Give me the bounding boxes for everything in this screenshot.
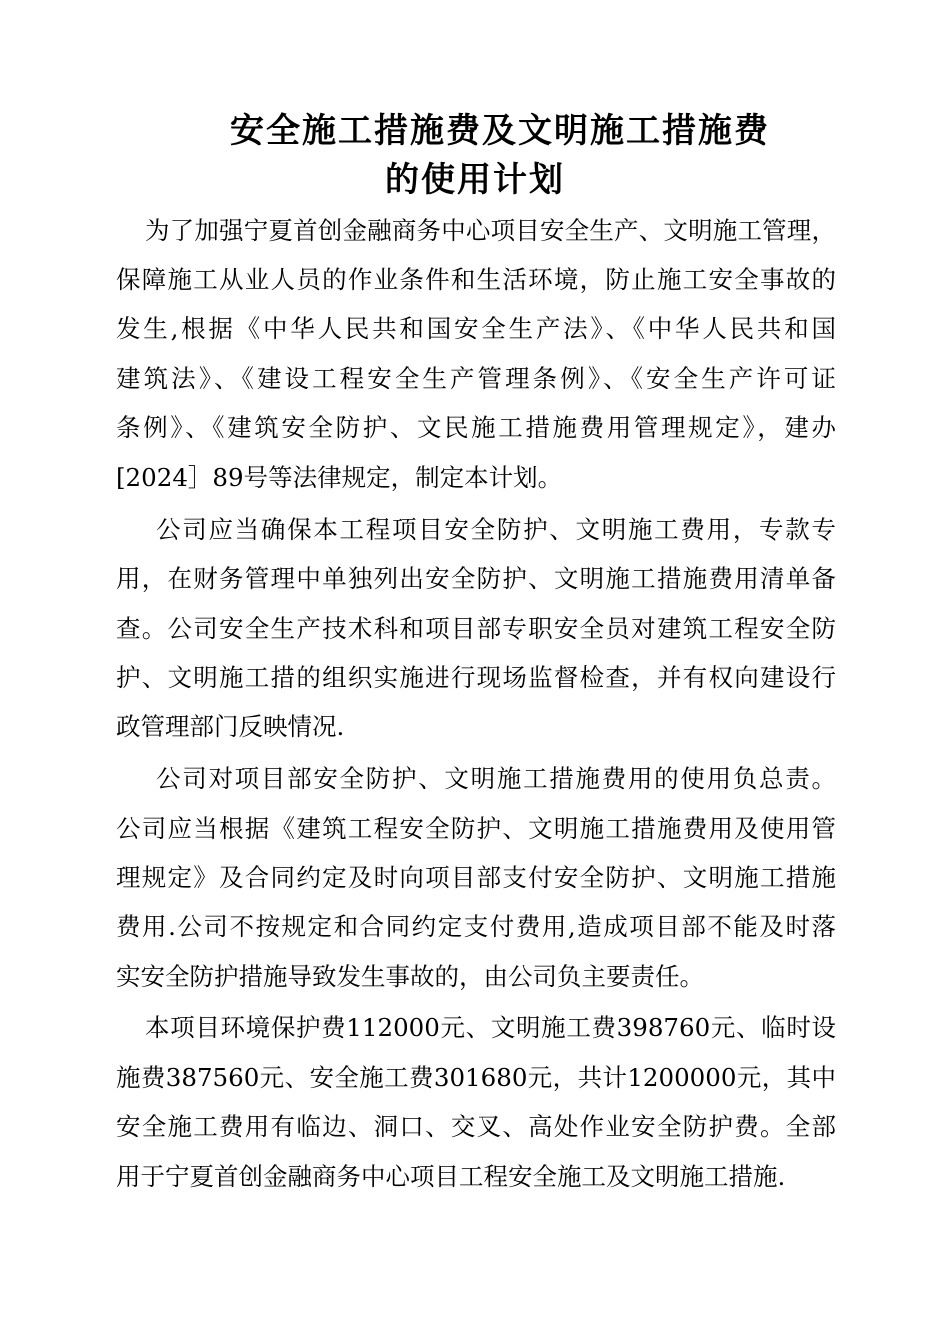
paragraph-line: 公司应当确保本工程项目安全防护、文明施工费用，专款专: [156, 515, 836, 544]
paragraph-line: 护、文明施工措的组织实施进行现场监督检查，并有权向建设行: [116, 663, 836, 692]
paragraph-line: 本项目环境保护费112000元、文明施工费398760元、临时设: [145, 1013, 836, 1042]
paragraph-line: [2024］89号等法律规定，制定本计划。: [116, 463, 563, 492]
paragraph-line: 公司应当根据《建筑工程安全防护、文明施工措施费用及使用管: [116, 814, 836, 843]
document-title-line-2: 的使用计划: [385, 160, 565, 200]
paragraph-line: 施费387560元、安全施工费301680元，共计1200000元，其中: [116, 1063, 836, 1092]
paragraph-line: 条例》、《建筑安全防护、文民施工措施费用管理规定》，建办: [116, 413, 836, 442]
paragraph-line: 建筑法》、《建设工程安全生产管理条例》、《安全生产许可证: [116, 364, 836, 393]
paragraph-line: 政管理部门反映情况.: [116, 712, 345, 741]
paragraph-line: 实安全防护措施导致发生事故的，由公司负主要责任。: [116, 962, 704, 991]
paragraph-line: 用于宁夏首创金融商务中心项目工程安全施工及文明施工措施.: [116, 1162, 786, 1191]
paragraph-line: 理规定》及合同约定及时向项目部支付安全防护、文明施工措施: [116, 863, 836, 892]
paragraph-line: 公司对项目部安全防护、文明施工措施费用的使用负总责。: [156, 764, 836, 793]
paragraph-line: 为了加强宁夏首创金融商务中心项目安全生产、文明施工管理，: [145, 216, 836, 245]
paragraph-line: 保障施工从业人员的作业条件和生活环境，防止施工安全事故的: [116, 265, 836, 294]
paragraph-line: 用，在财务管理中单独列出安全防护、文明施工措施费用清单备: [116, 564, 836, 593]
paragraph-line: 费用.公司不按规定和合同约定支付费用,造成项目部不能及时落: [116, 912, 836, 941]
paragraph-line: 查。公司安全生产技术科和项目部专职安全员对建筑工程安全防: [116, 614, 836, 643]
document-title-line-1: 安全施工措施费及文明施工措施费: [230, 111, 770, 151]
paragraph-line: 安全施工费用有临边、洞口、交叉、高处作业安全防护费。全部: [116, 1112, 836, 1141]
paragraph-line: 发生,根据《中华人民共和国安全生产法》、《中华人民共和国: [116, 314, 836, 343]
